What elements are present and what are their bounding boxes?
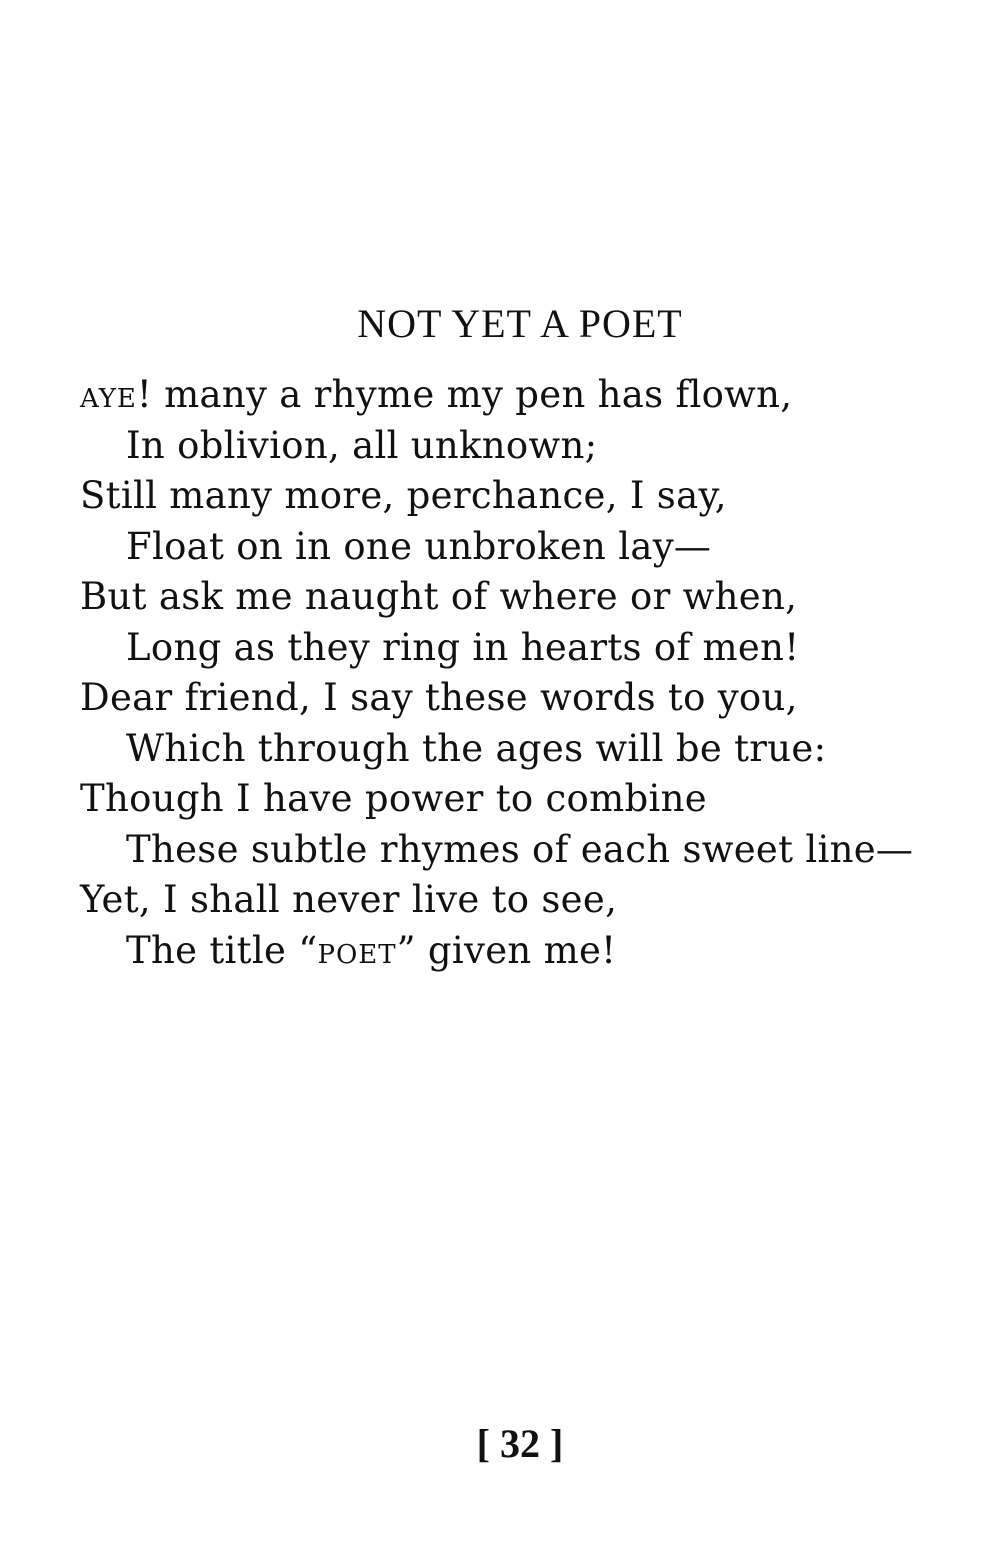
poem-title: NOT YET A POET xyxy=(357,301,683,346)
small-caps-poet: POET xyxy=(317,939,397,970)
poem-line-12 xyxy=(80,926,980,977)
poem-line-7: Dear friend, I say these words to you, xyxy=(80,676,798,719)
poem-line-3: Still many more, perchance, I say, xyxy=(80,474,727,517)
poem-line-10: These subtle rhymes of each sweet line— xyxy=(126,827,914,871)
poem-line-1 xyxy=(80,370,980,421)
poem-line-4: Float on in one unbroken lay— xyxy=(126,524,712,568)
poem-body xyxy=(80,370,980,976)
poem-line-12-pre: The title “ xyxy=(126,928,318,972)
poem-line-1-text: ! many a rhyme my pen has flown, xyxy=(136,373,793,416)
poem-line-12-post: ” given me! xyxy=(396,928,617,972)
small-caps-opening: AYE xyxy=(80,384,137,414)
poem-line-9: Though I have power to combine xyxy=(80,777,707,820)
poem-line-5: But ask me naught of where or when, xyxy=(80,575,798,618)
poem-line-8: Which through the ages will be true: xyxy=(126,726,827,770)
poem-line-2: In oblivion, all unknown; xyxy=(126,423,598,467)
poem-line-11: Yet, I shall never live to see, xyxy=(80,878,618,921)
page-number: [ 32 ] xyxy=(476,1421,564,1466)
poem-line-6: Long as they ring in hearts of men! xyxy=(126,625,800,669)
